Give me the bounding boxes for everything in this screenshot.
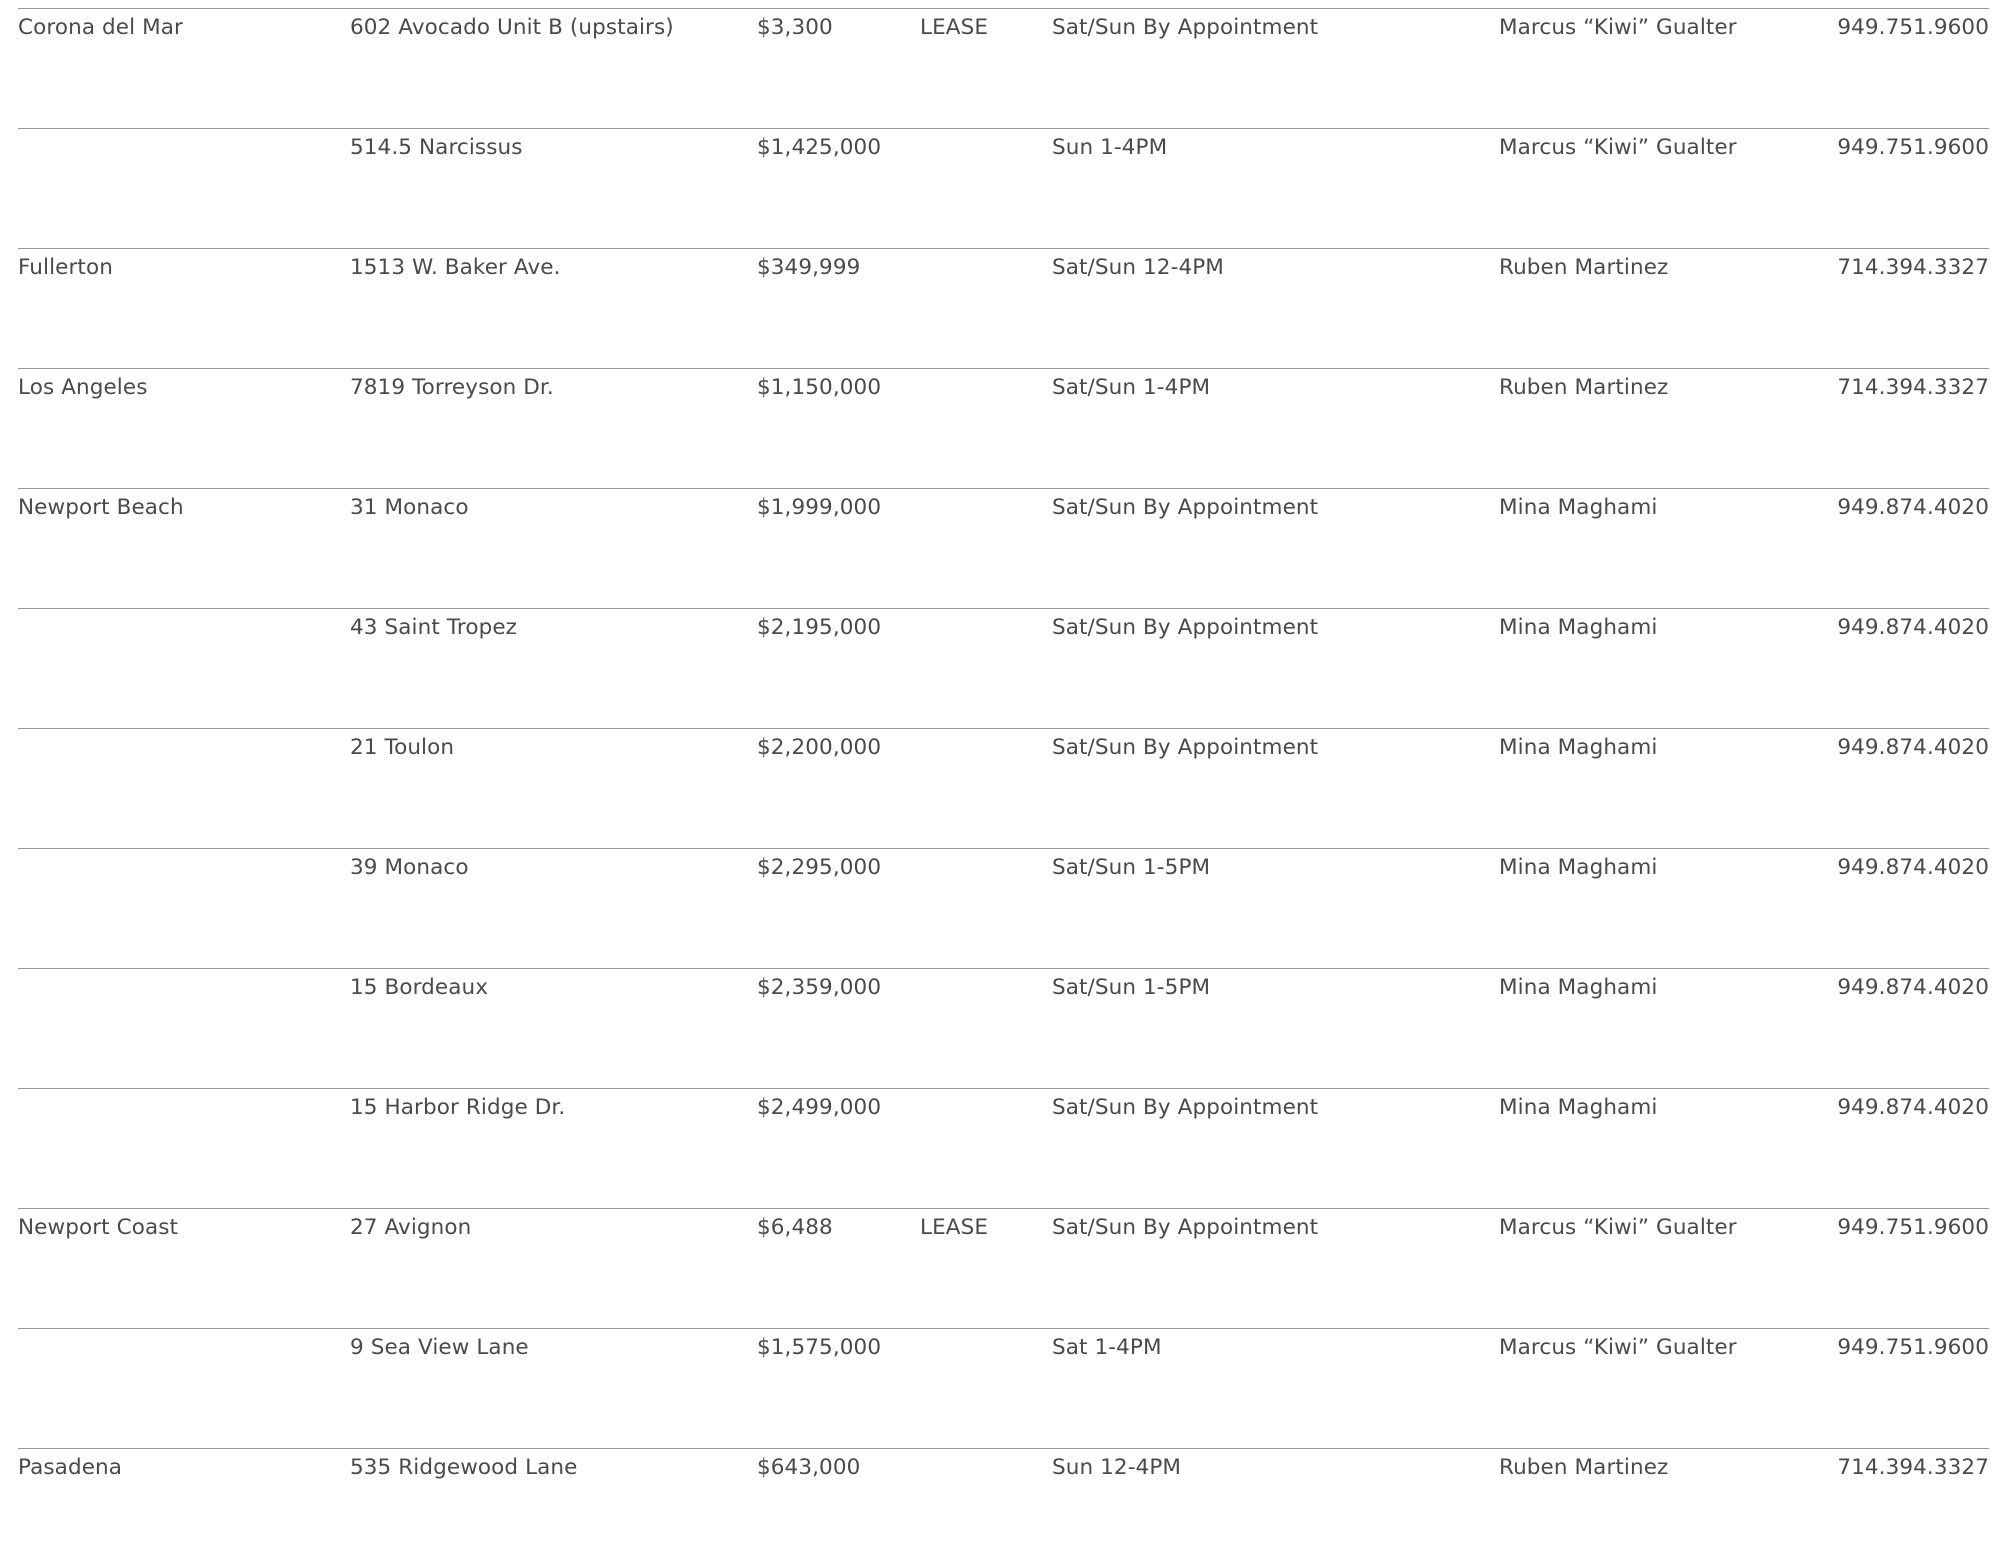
- hours-cell: Sat/Sun By Appointment: [1052, 495, 1319, 520]
- phone-cell: 949.751.9600: [1837, 15, 1989, 40]
- phone-cell: 949.751.9600: [1837, 1335, 1989, 1360]
- hours-cell: Sat/Sun By Appointment: [1052, 615, 1319, 640]
- hours-cell: Sat/Sun 1-5PM: [1052, 855, 1211, 880]
- phone-cell: 714.394.3327: [1837, 375, 1989, 400]
- city-cell: Newport Beach: [18, 495, 184, 520]
- table-row: [18, 8, 1989, 128]
- phone-cell: 714.394.3327: [1837, 255, 1989, 280]
- phone-cell: 949.874.4020: [1837, 735, 1989, 760]
- address-cell: 39 Monaco: [350, 855, 469, 880]
- address-cell: 1513 W. Baker Ave.: [350, 255, 561, 280]
- table-row: [18, 1328, 1989, 1448]
- city-cell: Fullerton: [18, 255, 113, 280]
- agent-cell: Marcus “Kiwi” Gualter: [1499, 1335, 1737, 1360]
- address-cell: 31 Monaco: [350, 495, 469, 520]
- hours-cell: Sat/Sun By Appointment: [1052, 1215, 1319, 1240]
- address-cell: 7819 Torreyson Dr.: [350, 375, 554, 400]
- address-cell: 15 Bordeaux: [350, 975, 489, 1000]
- type-cell: LEASE: [920, 1215, 989, 1240]
- city-cell: Los Angeles: [18, 375, 148, 400]
- table-row: [18, 1448, 1989, 1568]
- phone-cell: 949.874.4020: [1837, 615, 1989, 640]
- table-row: [18, 608, 1989, 728]
- phone-cell: 714.394.3327: [1837, 1455, 1989, 1480]
- price-cell: $349,999: [757, 255, 861, 280]
- city-cell: Corona del Mar: [18, 15, 183, 40]
- price-cell: $2,200,000: [757, 735, 882, 760]
- table-row: [18, 1088, 1989, 1208]
- city-cell: Pasadena: [18, 1455, 123, 1480]
- hours-cell: Sat/Sun 1-5PM: [1052, 975, 1211, 1000]
- agent-cell: Marcus “Kiwi” Gualter: [1499, 135, 1737, 160]
- address-cell: 27 Avignon: [350, 1215, 472, 1240]
- table-row: [18, 1208, 1989, 1328]
- hours-cell: Sat 1-4PM: [1052, 1335, 1162, 1360]
- agent-cell: Ruben Martinez: [1499, 375, 1669, 400]
- hours-cell: Sat/Sun By Appointment: [1052, 735, 1319, 760]
- table-row: [18, 368, 1989, 488]
- phone-cell: 949.751.9600: [1837, 135, 1989, 160]
- hours-cell: Sat/Sun 12-4PM: [1052, 255, 1224, 280]
- phone-cell: 949.751.9600: [1837, 1215, 1989, 1240]
- hours-cell: Sat/Sun By Appointment: [1052, 15, 1319, 40]
- agent-cell: Mina Maghami: [1499, 1095, 1658, 1120]
- price-cell: $643,000: [757, 1455, 861, 1480]
- hours-cell: Sat/Sun 1-4PM: [1052, 375, 1211, 400]
- address-cell: 535 Ridgewood Lane: [350, 1455, 578, 1480]
- open-house-listings-table: [18, 8, 1989, 1568]
- price-cell: $1,575,000: [757, 1335, 882, 1360]
- type-cell: LEASE: [920, 15, 989, 40]
- hours-cell: Sun 1-4PM: [1052, 135, 1168, 160]
- table-row: [18, 128, 1989, 248]
- city-cell: Newport Coast: [18, 1215, 179, 1240]
- price-cell: $1,999,000: [757, 495, 882, 520]
- address-cell: 602 Avocado Unit B (upstairs): [350, 15, 674, 40]
- address-cell: 9 Sea View Lane: [350, 1335, 529, 1360]
- agent-cell: Mina Maghami: [1499, 975, 1658, 1000]
- phone-cell: 949.874.4020: [1837, 1095, 1989, 1120]
- hours-cell: Sat/Sun By Appointment: [1052, 1095, 1319, 1120]
- agent-cell: Ruben Martinez: [1499, 1455, 1669, 1480]
- phone-cell: 949.874.4020: [1837, 495, 1989, 520]
- hours-cell: Sun 12-4PM: [1052, 1455, 1182, 1480]
- price-cell: $2,295,000: [757, 855, 882, 880]
- agent-cell: Ruben Martinez: [1499, 255, 1669, 280]
- agent-cell: Mina Maghami: [1499, 495, 1658, 520]
- price-cell: $2,359,000: [757, 975, 882, 1000]
- address-cell: 21 Toulon: [350, 735, 455, 760]
- phone-cell: 949.874.4020: [1837, 855, 1989, 880]
- price-cell: $3,300: [757, 15, 833, 40]
- price-cell: $6,488: [757, 1215, 833, 1240]
- table-row: [18, 248, 1989, 368]
- agent-cell: Mina Maghami: [1499, 615, 1658, 640]
- price-cell: $1,425,000: [757, 135, 882, 160]
- price-cell: $2,195,000: [757, 615, 882, 640]
- address-cell: 514.5 Narcissus: [350, 135, 523, 160]
- agent-cell: Mina Maghami: [1499, 855, 1658, 880]
- table-row: [18, 848, 1989, 968]
- address-cell: 43 Saint Tropez: [350, 615, 518, 640]
- address-cell: 15 Harbor Ridge Dr.: [350, 1095, 566, 1120]
- table-row: [18, 728, 1989, 848]
- table-row: [18, 488, 1989, 608]
- agent-cell: Mina Maghami: [1499, 735, 1658, 760]
- price-cell: $2,499,000: [757, 1095, 882, 1120]
- agent-cell: Marcus “Kiwi” Gualter: [1499, 15, 1737, 40]
- price-cell: $1,150,000: [757, 375, 882, 400]
- phone-cell: 949.874.4020: [1837, 975, 1989, 1000]
- agent-cell: Marcus “Kiwi” Gualter: [1499, 1215, 1737, 1240]
- table-row: [18, 968, 1989, 1088]
